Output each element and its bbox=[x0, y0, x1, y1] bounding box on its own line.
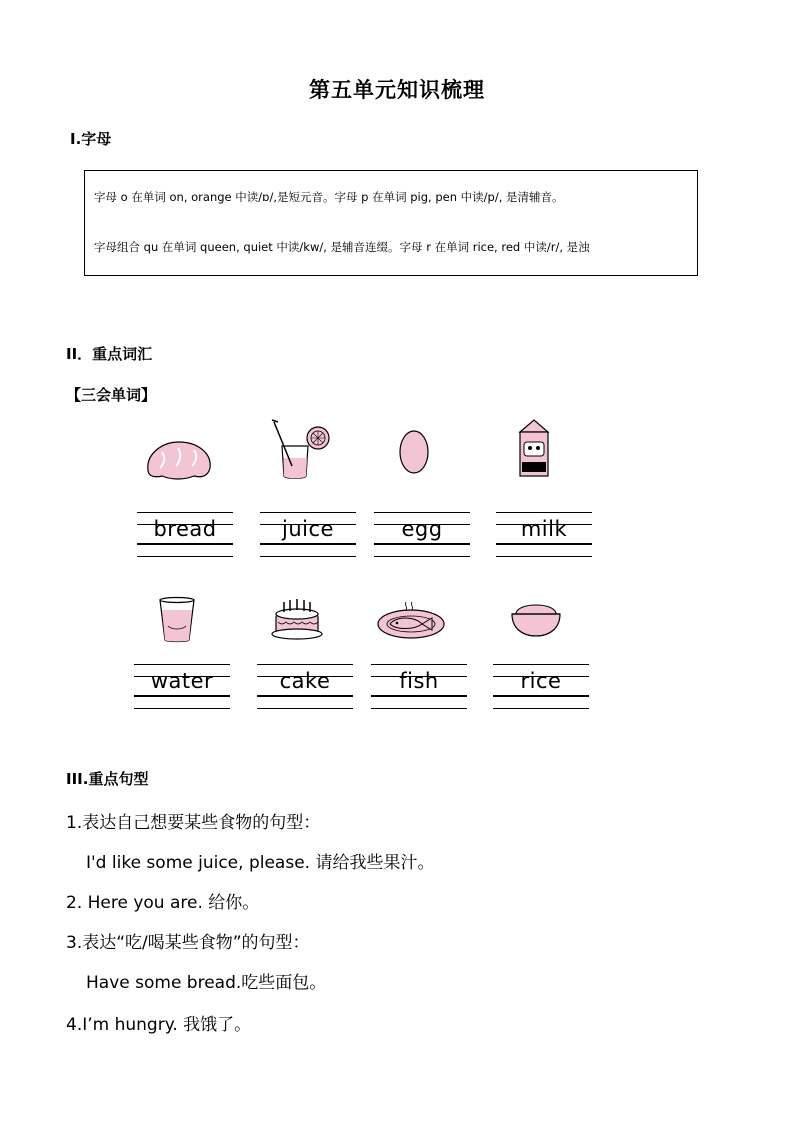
word-slot-rice bbox=[493, 664, 589, 710]
section-heading-vocabulary: II．重点词汇 bbox=[66, 345, 153, 363]
word-slot-cake bbox=[257, 664, 353, 710]
juice-icon bbox=[270, 418, 332, 482]
section-heading-sentences: III.重点句型 bbox=[66, 770, 149, 788]
phonics-box bbox=[84, 170, 698, 276]
page-title: 第五单元知识梳理 bbox=[309, 77, 485, 102]
phonics-line: 字母组合 qu 在单词 queen, quiet 中读/kw/, 是辅音连缀。字母 r 在单词 rice, red 中读/r/, 是浊 bbox=[94, 240, 590, 254]
sentence-pattern-title: 1.表达自己想要某些食物的句型： bbox=[66, 813, 321, 833]
phonics-line: 字母 o 在单词 on, orange 中读/ɒ/,是短元音。字母 p 在单词 pig, pen 中读/p/, 是清辅音。 bbox=[94, 190, 564, 204]
word-slot-egg bbox=[374, 512, 470, 558]
word-milk: milk bbox=[520, 517, 568, 541]
water-glass-icon bbox=[156, 596, 198, 644]
word-water: water bbox=[150, 669, 214, 693]
sentence-example: Have some bread.吃些面包。 bbox=[86, 973, 327, 993]
cake-icon bbox=[270, 596, 324, 642]
rice-bowl-icon bbox=[510, 596, 562, 640]
word-rice: rice bbox=[520, 669, 562, 693]
word-juice: juice bbox=[282, 517, 334, 541]
sentence-pattern-title: 4.I’m hungry. 我饿了。 bbox=[66, 1015, 252, 1035]
word-slot-bread bbox=[137, 512, 233, 558]
section-heading-letters: Ⅰ.字母 bbox=[70, 130, 112, 148]
bread-icon bbox=[144, 436, 214, 480]
word-slot-juice bbox=[260, 512, 356, 558]
word-egg: egg bbox=[401, 517, 443, 541]
word-fish: fish bbox=[399, 669, 439, 693]
fish-plate-icon bbox=[376, 598, 446, 642]
word-cake: cake bbox=[279, 669, 331, 693]
egg-icon bbox=[398, 428, 430, 476]
sentence-pattern-title: 3.表达“吃/喝某些食物”的句型： bbox=[66, 933, 310, 953]
word-slot-milk bbox=[496, 512, 592, 558]
section-subheading-words: 【三会单词】 bbox=[66, 386, 157, 404]
word-bread: bread bbox=[153, 517, 217, 541]
word-slot-water bbox=[134, 664, 230, 710]
milk-carton-icon bbox=[514, 418, 554, 480]
sentence-example: I'd like some juice, please. 请给我些果汁。 bbox=[86, 853, 435, 873]
sentence-pattern-title: 2. Here you are. 给你。 bbox=[66, 893, 260, 913]
word-slot-fish bbox=[371, 664, 467, 710]
